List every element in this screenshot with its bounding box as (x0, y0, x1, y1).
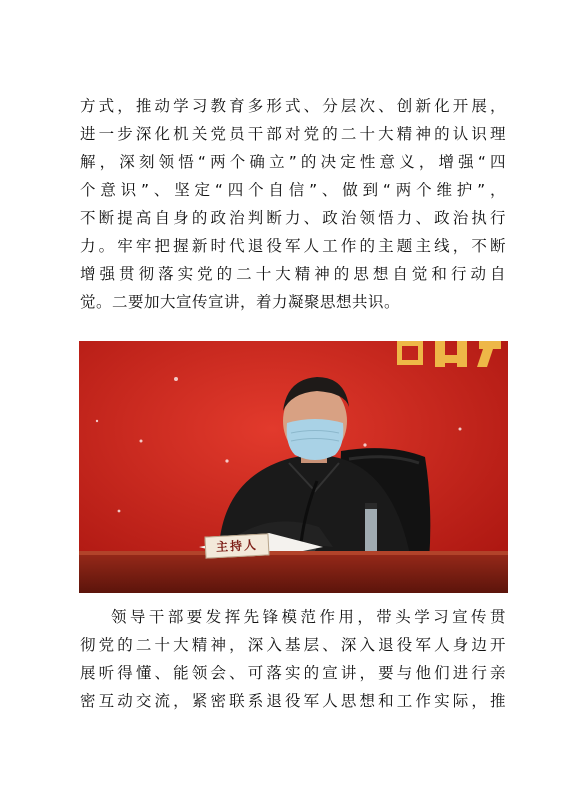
paragraph-1-line-3: 解，深刻领悟“两个确立”的决定性意义，增强“四 (80, 153, 506, 171)
paragraph-1-line-8: 觉。二要加大宣传宣讲，着力凝聚思想共识。 (80, 293, 401, 311)
paragraph-2-line-4: 密互动交流，紧密联系退役军人思想和工作实际，推 (80, 692, 506, 710)
paragraph-1 (80, 92, 506, 316)
face-mask (287, 419, 344, 460)
meeting-photo-illustration (79, 341, 508, 593)
paragraph-1-line-7: 增强贯彻落实党的二十大精神的思想自觉和行动自 (80, 265, 506, 283)
meeting-photo (79, 341, 508, 593)
paragraph-2-line-2: 彻党的二十大精神，深入基层、深入退役军人身边开 (80, 636, 506, 654)
paragraph-2-line-1: 领导干部要发挥先锋模范作用，带头学习宣传贯 (111, 608, 506, 626)
paragraph-1-line-2: 进一步深化机关党员干部对党的二十大精神的认识理 (80, 125, 506, 143)
paragraph-1-line-6: 力。牢牢把握新时代退役军人工作的主题主线，不断 (80, 237, 506, 255)
paragraph-1-line-1: 方式，推动学习教育多形式、分层次、创新化开展， (80, 97, 506, 115)
paragraph-2-line-3: 展听得懂、能领会、可落实的宣讲，要与他们进行亲 (80, 664, 506, 682)
nameplate: 主持人 (204, 533, 269, 558)
paragraph-2 (80, 603, 506, 715)
paragraph-1-line-4: 个意识”、坚定“四个自信”、做到“两个维护”， (80, 181, 506, 199)
paragraph-1-line-5: 不断提高自身的政治判断力、政治领悟力、政治执行 (80, 209, 506, 227)
desk (79, 551, 508, 593)
water-cup (365, 503, 377, 555)
